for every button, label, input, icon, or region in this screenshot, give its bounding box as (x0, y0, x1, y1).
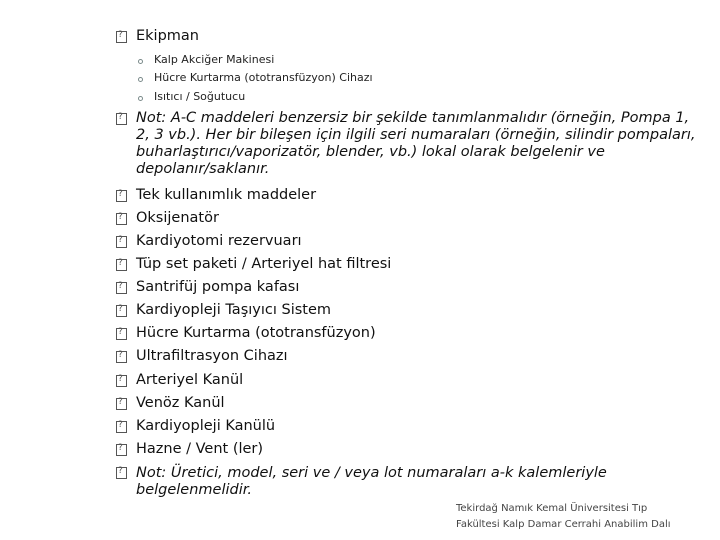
bullet-icon (116, 282, 127, 294)
bullet-icon (116, 259, 127, 271)
bullet-icon (116, 190, 127, 202)
note-line: belgelenmelidir. (136, 482, 252, 498)
bullet-icon (116, 398, 127, 410)
note-line: Not: Üretici, model, seri ve / veya lot numaraları a-k kalemleriyle (136, 465, 607, 481)
bullet-icon (116, 328, 127, 340)
list-item: Venöz Kanül (136, 395, 225, 411)
list-item: Kardiyopleji Kanülü (136, 418, 276, 434)
bullet-icon (116, 444, 127, 456)
list-item: Santrifüj pompa kafası (136, 279, 300, 295)
list-item: Hazne / Vent (ler) (136, 441, 264, 457)
bullet-icon (116, 305, 127, 317)
list-item: Oksijenatör (136, 210, 219, 226)
list-item: Ultrafiltrasyon Cihazı (136, 348, 288, 364)
sub-item: Isıtıcı / Soğutucu (154, 90, 246, 103)
bullet-icon (116, 213, 127, 225)
bullet-icon (116, 467, 127, 479)
footer-institution (456, 501, 671, 533)
sub-bullet-icon (138, 59, 143, 64)
note-line: depolanır/saklanır. (136, 161, 270, 177)
note-line: 2, 3 vb.). Her bir bileşen için ilgili seri numaraları (örneğin, silindir pompaları, (136, 127, 696, 143)
note-line: buharlaştırıcı/vaporizatör, blender, vb.) lokal olarak belgelenir ve (136, 144, 605, 160)
bullet-icon (116, 31, 127, 43)
note-line: Not: A-C maddeleri benzersiz bir şekilde tanımlanmalıdır (örneğin, Pompa 1, (136, 110, 690, 126)
bullet-icon (116, 421, 127, 433)
list-item: Tüp set paketi / Arteriyel hat filtresi (136, 256, 392, 272)
bullet-icon (116, 236, 127, 248)
list-item: Hücre Kurtarma (ototransfüzyon) (136, 325, 376, 341)
list-item: Kardiyopleji Taşıyıcı Sistem (136, 302, 332, 318)
sub-bullet-icon (138, 96, 143, 101)
bullet-icon (116, 113, 127, 125)
footer-line: Fakültesi Kalp Damar Cerrahi Anabilim Dalı (456, 519, 671, 530)
bullet-icon (116, 375, 127, 387)
sub-item: Hücre Kurtarma (ototransfüzyon) Cihazı (154, 71, 373, 84)
sub-bullet-icon (138, 77, 143, 82)
list-item: Arteriyel Kanül (136, 372, 244, 388)
list-item: Kardiyotomi rezervuarı (136, 233, 302, 249)
list-item: Tek kullanımlık maddeler (136, 187, 317, 203)
footer-line: Tekirdağ Namık Kemal Üniversitesi Tıp (456, 503, 648, 514)
bullet-icon (116, 351, 127, 363)
sub-item: Kalp Akciğer Makinesi (154, 53, 275, 66)
list-item-ekipman: Ekipman (136, 28, 199, 44)
